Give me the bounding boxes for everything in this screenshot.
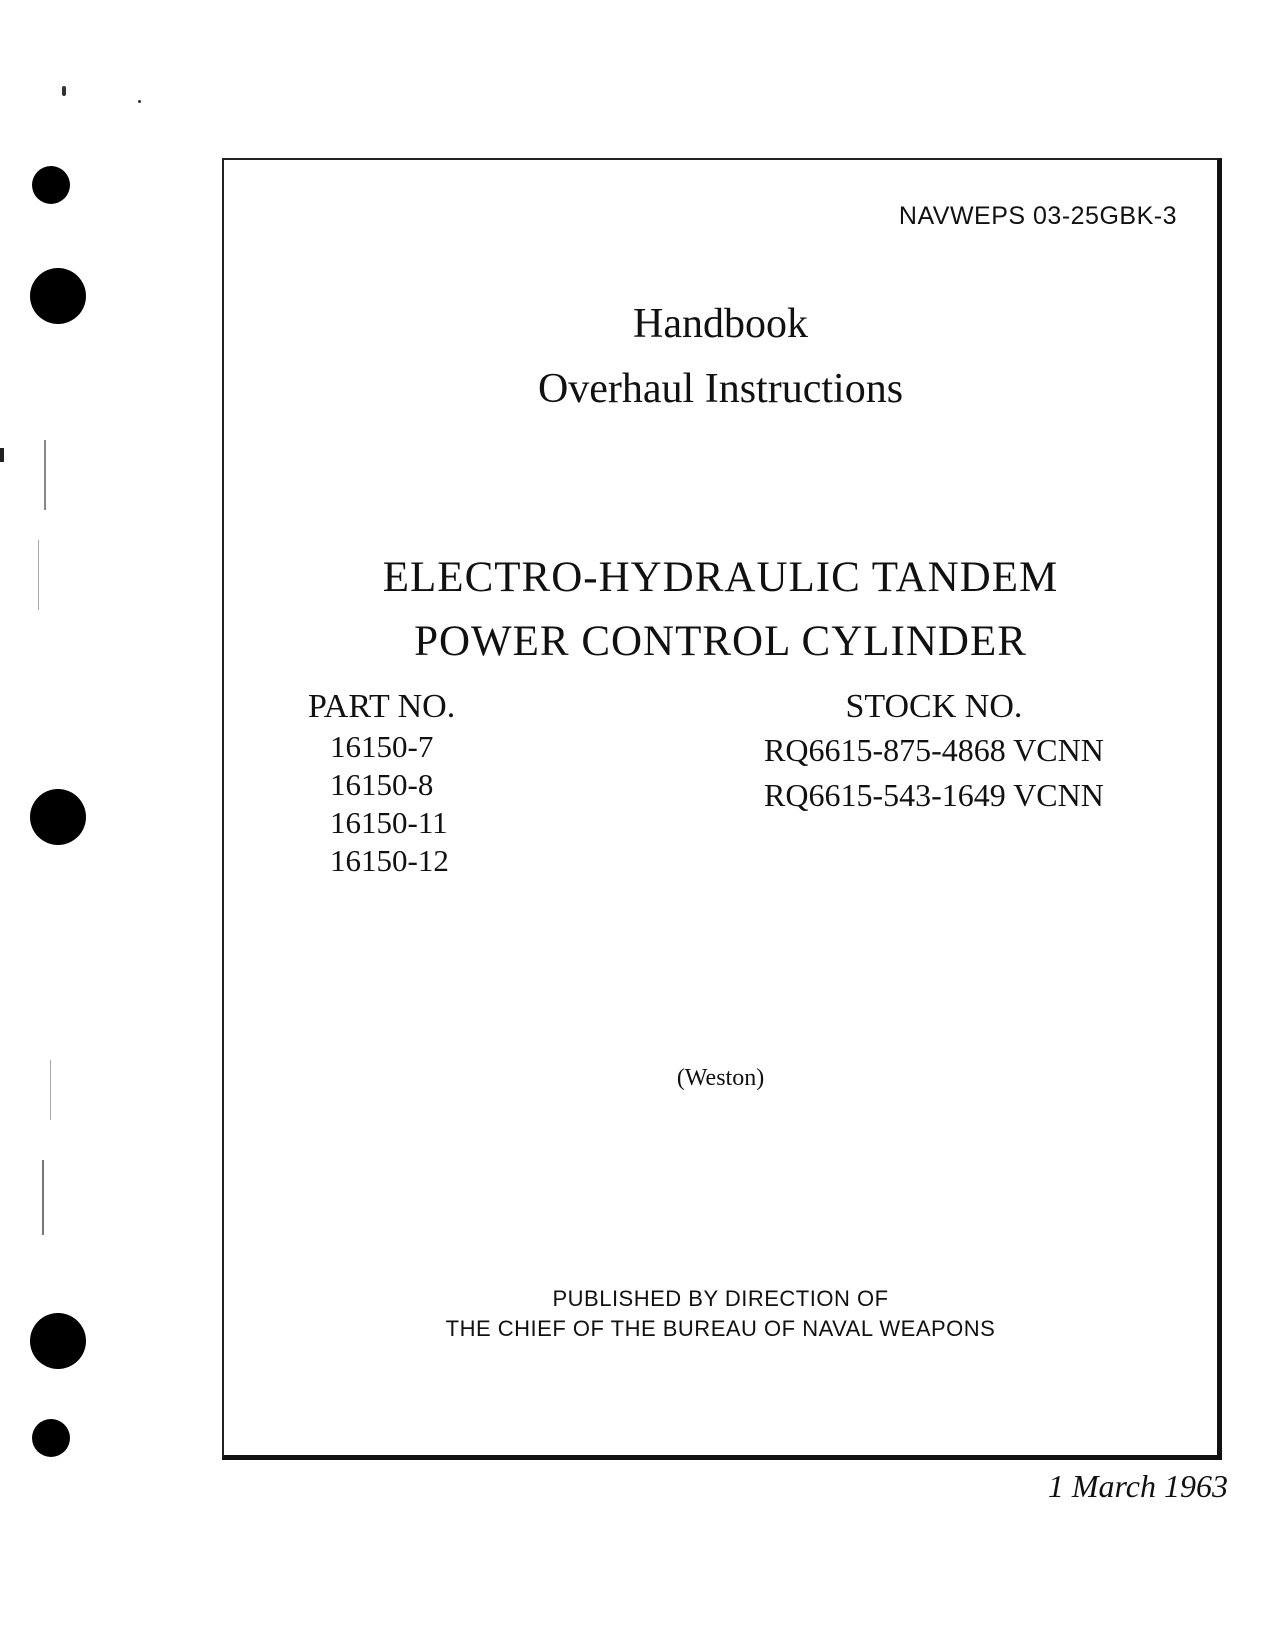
part-number-list bbox=[308, 688, 455, 880]
cover-frame bbox=[222, 158, 1222, 1460]
document-title-line-1: ELECTRO-HYDRAULIC TANDEM bbox=[382, 554, 1059, 601]
publication-date: 1 March 1963 bbox=[1047, 1468, 1228, 1504]
scan-mark bbox=[50, 1060, 51, 1120]
document-title-line-2: POWER CONTROL CYLINDER bbox=[414, 618, 1027, 665]
part-number: 16150-7 bbox=[330, 729, 434, 764]
part-number: 16150-12 bbox=[330, 843, 449, 878]
document-subtitle: Overhaul Instructions bbox=[537, 366, 904, 412]
stock-number: RQ6615-543-1649 VCNN bbox=[764, 777, 1104, 813]
part-number: 16150-8 bbox=[330, 767, 434, 802]
scan-mark bbox=[42, 1160, 44, 1235]
scan-mark bbox=[44, 440, 46, 510]
stock-number: RQ6615-875-4868 VCNN bbox=[764, 732, 1104, 768]
manufacturer: (Weston) bbox=[676, 1065, 765, 1091]
part-number-heading: PART NO. bbox=[308, 688, 456, 725]
scan-mark bbox=[0, 448, 4, 462]
binder-hole bbox=[30, 268, 86, 324]
part-number: 16150-11 bbox=[330, 805, 448, 840]
scan-mark bbox=[38, 540, 39, 610]
binder-hole bbox=[32, 166, 70, 204]
stock-number-list bbox=[764, 688, 1104, 818]
document-number: NAVWEPS 03-25GBK-3 bbox=[898, 202, 1177, 230]
scan-mark bbox=[62, 86, 66, 96]
handbook-heading: Handbook bbox=[633, 301, 808, 347]
binder-hole bbox=[32, 1419, 70, 1457]
publisher-line-1: PUBLISHED BY DIRECTION OF bbox=[552, 1286, 889, 1311]
publisher-line-2: THE CHIEF OF THE BUREAU OF NAVAL WEAPONS bbox=[445, 1316, 996, 1341]
stock-number-heading: STOCK NO. bbox=[845, 688, 1023, 725]
binder-hole bbox=[30, 789, 86, 845]
scan-mark bbox=[138, 100, 141, 103]
publisher-statement bbox=[224, 1284, 1217, 1344]
binder-hole bbox=[30, 1313, 86, 1369]
